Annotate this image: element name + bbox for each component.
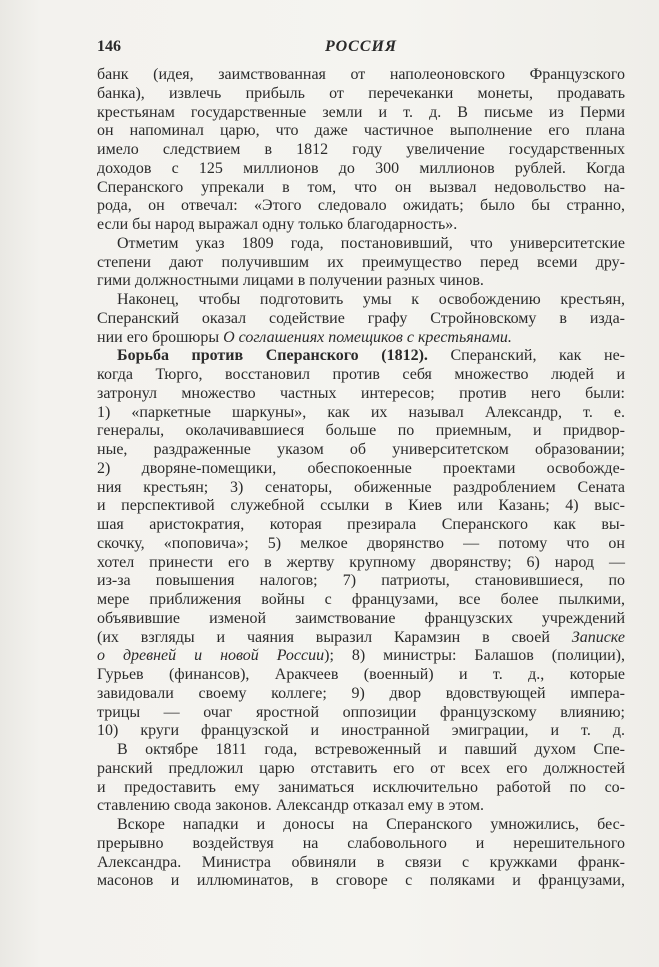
text-line <box>97 179 625 198</box>
text-line <box>97 404 625 423</box>
text-run: банка), извлечь прибыль от перечеканки монеты, продавать <box>97 84 625 102</box>
text-line <box>97 797 625 816</box>
text-run: нии его брошюры <box>97 328 224 346</box>
text-run: скочку, «поповича»; 5) мелкое дворянство — потому что он <box>97 534 625 552</box>
text-run: он напоминал царю, что даже частичное выполнение его плана <box>97 122 625 140</box>
text-run: когда Тюрго, восстановил против себя множество людей и <box>97 366 625 383</box>
text-run: Сперанский, как не- <box>427 347 625 365</box>
text-run: генералы, околачивавшиеся больше по приемным, и придвор- <box>97 422 625 440</box>
text-line <box>97 835 625 854</box>
text-run: масонов и иллюминатов, в сговоре с поляками и французами, <box>97 872 625 890</box>
text-line <box>97 329 625 348</box>
text-run: степени дают получившим их преимущество перед всеми дру- <box>97 253 625 271</box>
text-line <box>97 272 625 291</box>
text-run: 1) «паркетные шаркуны», как их называл Александр, т. е. <box>97 403 625 421</box>
text-line <box>97 254 625 273</box>
text-line <box>97 235 625 254</box>
text-run: рода, он отвечал: «Этого следовало ожидать; было бы странно, <box>97 197 625 215</box>
text-line <box>97 347 625 366</box>
text-run: ); 8) министры: Балашов (полиции), <box>324 647 625 665</box>
text-line <box>97 760 625 779</box>
italic-title-text: О соглашениях помещиков с крестьянами. <box>223 328 512 346</box>
text-run: ставлению свода законов. Александр отказал ему в этом. <box>97 797 485 815</box>
text-line <box>97 704 625 723</box>
text-line <box>97 66 625 85</box>
text-run: доходов с 125 миллионов до 300 миллионов рублей. Когда <box>97 159 625 177</box>
text-run: ния крестьян; 3) сенаторы, обиженные раздроблением Сената <box>97 478 625 496</box>
text-line <box>97 141 625 160</box>
text-run: хотел принести его в жертву крупному дворянству; 6) народ — <box>97 553 625 571</box>
text-run: Александра. Министра обвиняли в связи с кружками франк- <box>97 853 625 871</box>
text-run: банк (идея, заимствованная от наполеоновского Французского <box>97 66 625 83</box>
italic-title-text: о древней и новой России <box>97 647 325 665</box>
text-line <box>97 629 625 648</box>
text-run: (их взгляды и чаяния выразил Карамзин в своей <box>97 628 572 646</box>
text-run: затронул множество частных интересов; против него были: <box>97 384 625 402</box>
text-run: и перспективой служебной ссылки в Киев или Казань; 4) выс- <box>97 497 625 515</box>
text-line <box>97 779 625 798</box>
text-run: Сперанского упрекали в том, что он вызвал недовольство на- <box>97 178 625 196</box>
text-line <box>97 591 625 610</box>
text-run: из-за повышения налогов; 7) патриоты, становившиеся, по <box>97 572 625 590</box>
text-line <box>97 647 625 666</box>
text-run: Наконец, чтобы подготовить умы к освобождению крестьян, <box>117 291 625 308</box>
text-run: завидовали своему коллеге; 9) двор вдовствующей импера- <box>97 684 625 702</box>
running-title: РОССИЯ <box>325 38 397 55</box>
text-run: крестьянам государственные земли и т. д. В письме из Перми <box>97 103 625 121</box>
text-run: мере приближения войны с французами, все более пылкими, <box>97 591 625 608</box>
text-line <box>97 572 625 591</box>
text-line <box>97 535 625 554</box>
bold-heading-text: Борьба против Сперанского (1812). <box>117 347 428 365</box>
text-line <box>97 497 625 516</box>
text-line <box>97 160 625 179</box>
text-run: 10) круги французской и иностранной эмиграции, и т. д. <box>97 722 625 740</box>
text-line <box>97 516 625 535</box>
text-line <box>97 741 625 760</box>
text-run: ные, раздраженные указом об университетском образовании; <box>97 441 625 458</box>
text-line <box>97 197 625 216</box>
text-run: и предоставить ему заниматься исключительно работой по со- <box>97 778 625 796</box>
text-run: ранский предложил царю отставить его от всех его должностей <box>97 759 625 777</box>
body-text <box>97 66 625 891</box>
text-line <box>97 610 625 629</box>
text-run: Вскоре нападки и доносы на Сперанского умножились, бес- <box>117 816 625 833</box>
text-line <box>97 310 625 329</box>
text-line <box>97 854 625 873</box>
text-run: если бы народ выражал одну только благодарность». <box>97 216 458 233</box>
page-number: 146 <box>97 38 121 55</box>
text-line <box>97 216 625 235</box>
text-line <box>97 441 625 460</box>
text-line <box>97 685 625 704</box>
text-line <box>97 666 625 685</box>
text-run: В октябре 1811 года, встревоженный и павший духом Спе- <box>117 741 625 758</box>
text-line <box>97 479 625 498</box>
text-line <box>97 104 625 123</box>
italic-title-text: Записке <box>571 628 625 646</box>
text-run: Гурьев (финансов), Аракчеев (военный) и т. д., которые <box>97 666 625 683</box>
text-run: Сперанский оказал содействие графу Стройновскому в изда- <box>97 309 625 327</box>
text-line <box>97 872 625 891</box>
text-run: Отметим указ 1809 года, постановивший, что университетские <box>117 234 625 252</box>
text-line <box>97 422 625 441</box>
page-header <box>97 38 625 60</box>
text-run: гими должностными лицами в получении разных чинов. <box>97 272 484 290</box>
text-run: 2) дворяне-помещики, обеспокоенные проектами освобожде- <box>97 459 625 477</box>
text-run: прерывно воздействуя на слабовольного и нерешительного <box>97 834 625 852</box>
text-line <box>97 291 625 310</box>
text-run: имело следствием в 1812 году увеличение государственных <box>97 141 625 158</box>
text-run: объявившие изменой заимствование французских учреждений <box>97 609 625 627</box>
text-run: трицы — очаг яростной оппозиции французскому влиянию; <box>97 703 625 721</box>
text-line <box>97 85 625 104</box>
text-line <box>97 366 625 385</box>
text-line <box>97 460 625 479</box>
text-line <box>97 385 625 404</box>
text-line <box>97 554 625 573</box>
text-run: шая аристократия, которая презирала Сперанского как вы- <box>97 516 625 533</box>
text-line <box>97 722 625 741</box>
text-line <box>97 816 625 835</box>
text-line <box>97 122 625 141</box>
